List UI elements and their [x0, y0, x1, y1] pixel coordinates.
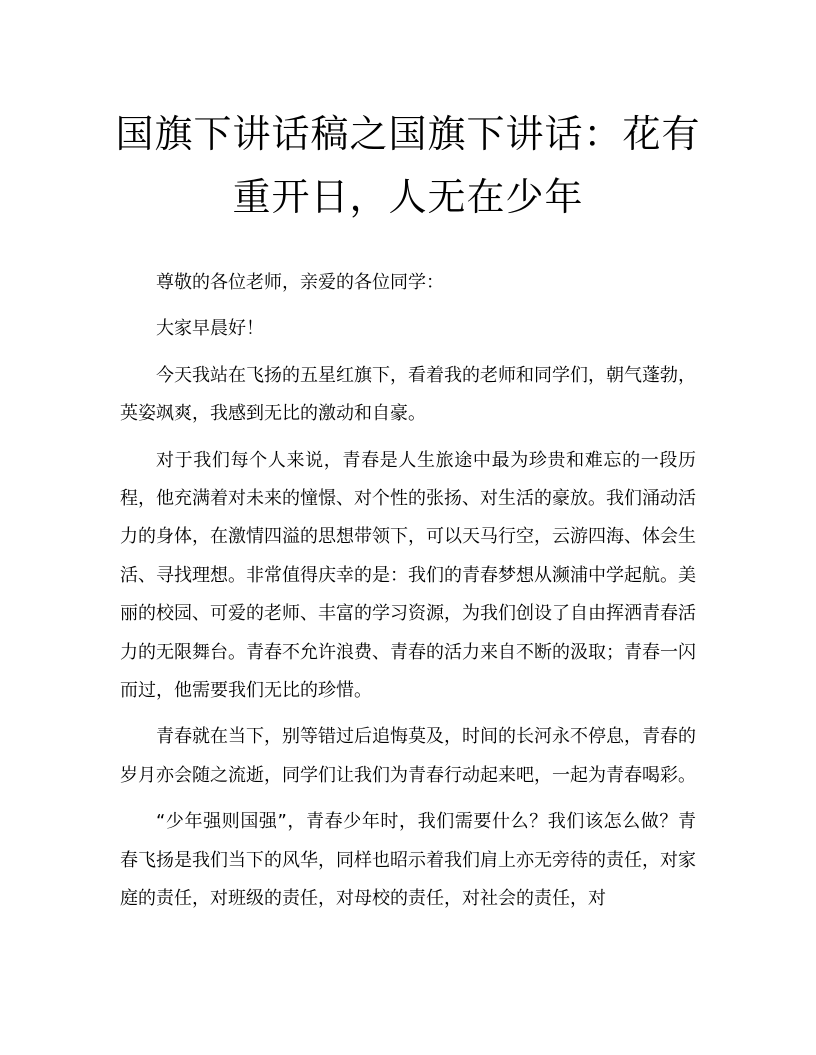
- paragraph-greeting: 大家早晨好！: [156, 318, 264, 340]
- paragraph-responsibility: “少年强则国强”，青春少年时，我们需要什么？我们该怎么做？青春飞扬是我们当下的风华，同样也昭示着我们肩上亦无旁待的责任，对家庭的责任，对班级的责任，对母校的责任，对社会的责任，对: [120, 811, 696, 910]
- paragraph-opening: 今天我站在飞扬的五星红旗下，看着我的老师和同学们，朝气蓬勃，英姿飒爽，我感到无比的激动和自豪。: [120, 364, 696, 425]
- paragraph-seize-youth: 青春就在当下，别等错过后追悔莫及，时间的长河永不停息，青春的岁月亦会随之流逝，同学们让我们为青春行动起来吧，一起为青春喝彩。: [120, 726, 696, 786]
- document-title: 国旗下讲话稿之国旗下讲话：花有重开日，人无在少年: [115, 112, 701, 219]
- document-body: [120, 264, 696, 919]
- paragraph-salutation: 尊敬的各位老师，亲爱的各位同学：: [156, 272, 444, 293]
- paragraph-youth-journey: 对于我们每个人来说，青春是人生旅途中最为珍贵和难忘的一段历程，他充满着对未来的憧憬、对个性的张扬、对生活的豪放。我们涌动活力的身体，在激情四溢的思想带领下，可以天马行空，云游四海、体会生活、寻找理想。非常值得庆幸的是：我们的青春梦想从濒浦中学起航。美丽的校园、可爱的老师、丰富的学习资源，为我们创设了自由挥洒青春活力的无限舞台。青春不允许浪费、青春的活力来自不断的汲取；青春一闪而过，他需要我们无比的珍惜。: [120, 449, 696, 702]
